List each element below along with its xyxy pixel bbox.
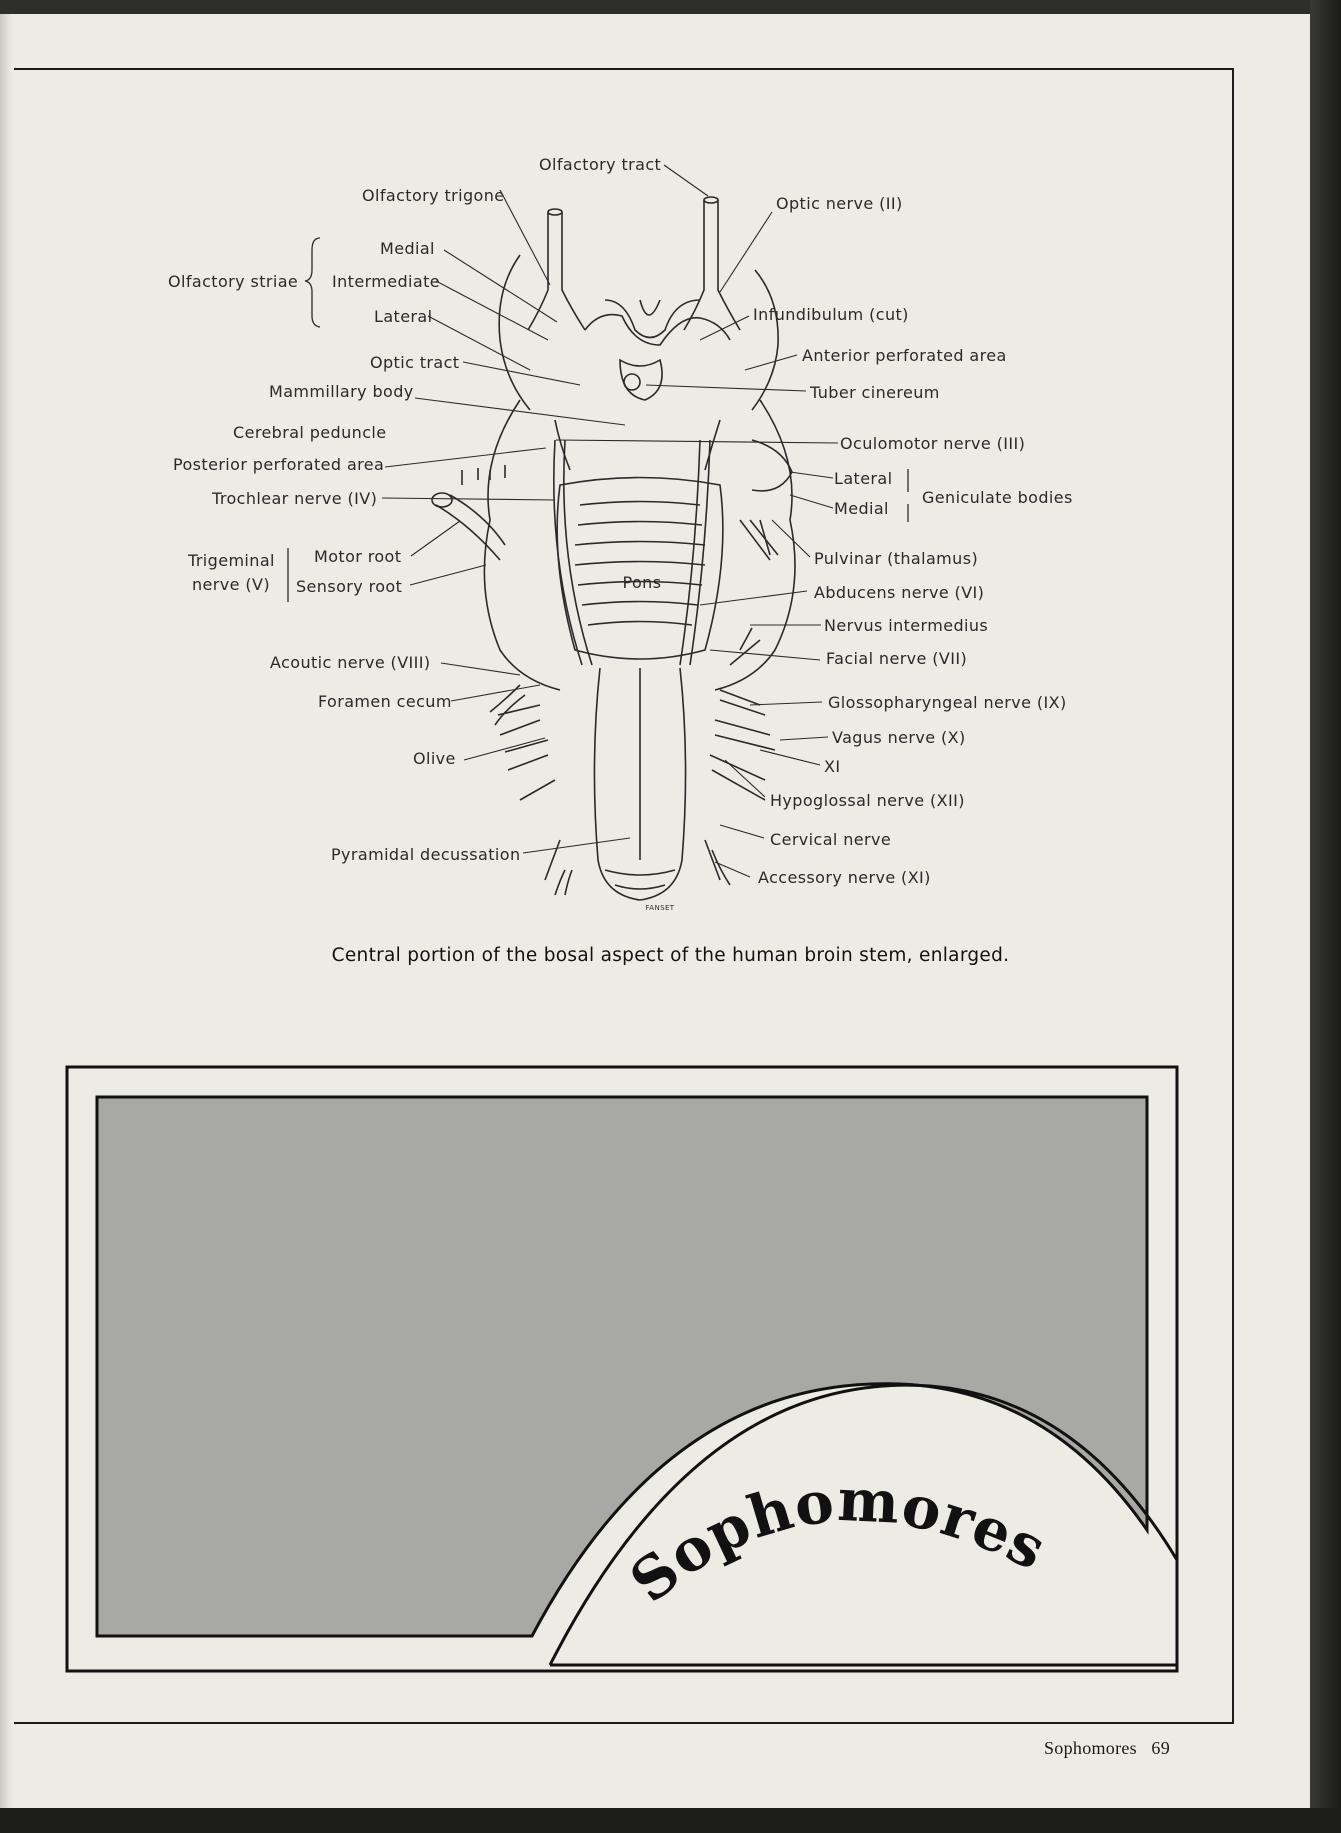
label-facial-nerve: Facial nerve (VII) bbox=[826, 649, 968, 668]
label-geniculate-medial: Medial bbox=[834, 499, 889, 518]
label-geniculate-lateral: Lateral bbox=[834, 469, 893, 488]
label-olive: Olive bbox=[413, 749, 456, 768]
label-striae-medial: Medial bbox=[380, 239, 435, 258]
section-banner bbox=[0, 1060, 1341, 1680]
label-sensory-root: Sensory root bbox=[296, 577, 403, 596]
scan-right-edge bbox=[1310, 0, 1341, 1833]
label-vagus-nerve: Vagus nerve (X) bbox=[832, 728, 966, 747]
banner-title bbox=[617, 1466, 1057, 1616]
brain-stem-illustration bbox=[432, 197, 795, 900]
label-posterior-perforated-area: Posterior perforated area bbox=[173, 455, 385, 474]
label-nervus-intermedius: Nervus intermedius bbox=[824, 616, 989, 635]
figure-labels bbox=[168, 155, 1073, 887]
footer-page-number: 69 bbox=[1151, 1738, 1170, 1758]
label-optic-nerve: Optic nerve (II) bbox=[776, 194, 903, 213]
label-foramen-cecum: Foramen cecum bbox=[318, 692, 452, 711]
label-trigeminal-line1: Trigeminal bbox=[188, 551, 275, 570]
label-olfactory-tract: Olfactory tract bbox=[539, 155, 662, 174]
label-pulvinar: Pulvinar (thalamus) bbox=[814, 549, 979, 568]
label-striae-intermediate: Intermediate bbox=[332, 272, 441, 291]
label-hypoglossal-nerve: Hypoglossal nerve (XII) bbox=[770, 791, 965, 810]
label-trochlear-nerve: Trochlear nerve (IV) bbox=[212, 489, 378, 508]
label-accessory-nerve: Accessory nerve (XI) bbox=[758, 868, 931, 887]
label-cervical-nerve: Cervical nerve bbox=[770, 830, 892, 849]
label-oculomotor-nerve: Oculomotor nerve (III) bbox=[840, 434, 1026, 453]
label-motor-root: Motor root bbox=[314, 547, 402, 566]
label-trigeminal-line2: nerve (V) bbox=[192, 575, 270, 594]
label-abducens-nerve: Abducens nerve (VI) bbox=[814, 583, 985, 602]
figure-caption: Central portion of the bosal aspect of the human broin stem, enlarged. bbox=[331, 945, 1010, 966]
page-footer bbox=[1044, 1738, 1170, 1759]
label-glossopharyngeal-nerve: Glossopharyngeal nerve (IX) bbox=[828, 693, 1067, 712]
label-pons: Pons bbox=[622, 573, 662, 592]
label-geniculate-bodies: Geniculate bodies bbox=[922, 488, 1073, 507]
scan-bottom-edge bbox=[0, 1808, 1341, 1833]
label-xi: XI bbox=[824, 757, 841, 776]
artist-signature: FANSET bbox=[645, 904, 675, 912]
label-olfactory-striae: Olfactory striae bbox=[168, 272, 299, 291]
label-infundibulum: Infundibulum (cut) bbox=[753, 305, 909, 324]
footer-section: Sophomores bbox=[1043, 1738, 1137, 1758]
label-optic-tract: Optic tract bbox=[370, 353, 460, 372]
label-mammillary-body: Mammillary body bbox=[269, 382, 414, 401]
label-acoustic-nerve: Acoutic nerve (VIII) bbox=[270, 653, 431, 672]
label-anterior-perforated-area: Anterior perforated area bbox=[802, 346, 1007, 365]
label-pyramidal-decussation: Pyramidal decussation bbox=[331, 845, 521, 864]
banner-title-text: Sophomores bbox=[617, 1465, 1058, 1616]
label-tuber-cinereum: Tuber cinereum bbox=[810, 383, 940, 402]
label-cerebral-peduncle: Cerebral peduncle bbox=[233, 423, 387, 442]
label-striae-lateral: Lateral bbox=[374, 307, 433, 326]
label-olfactory-trigone: Olfactory trigone bbox=[362, 186, 505, 205]
